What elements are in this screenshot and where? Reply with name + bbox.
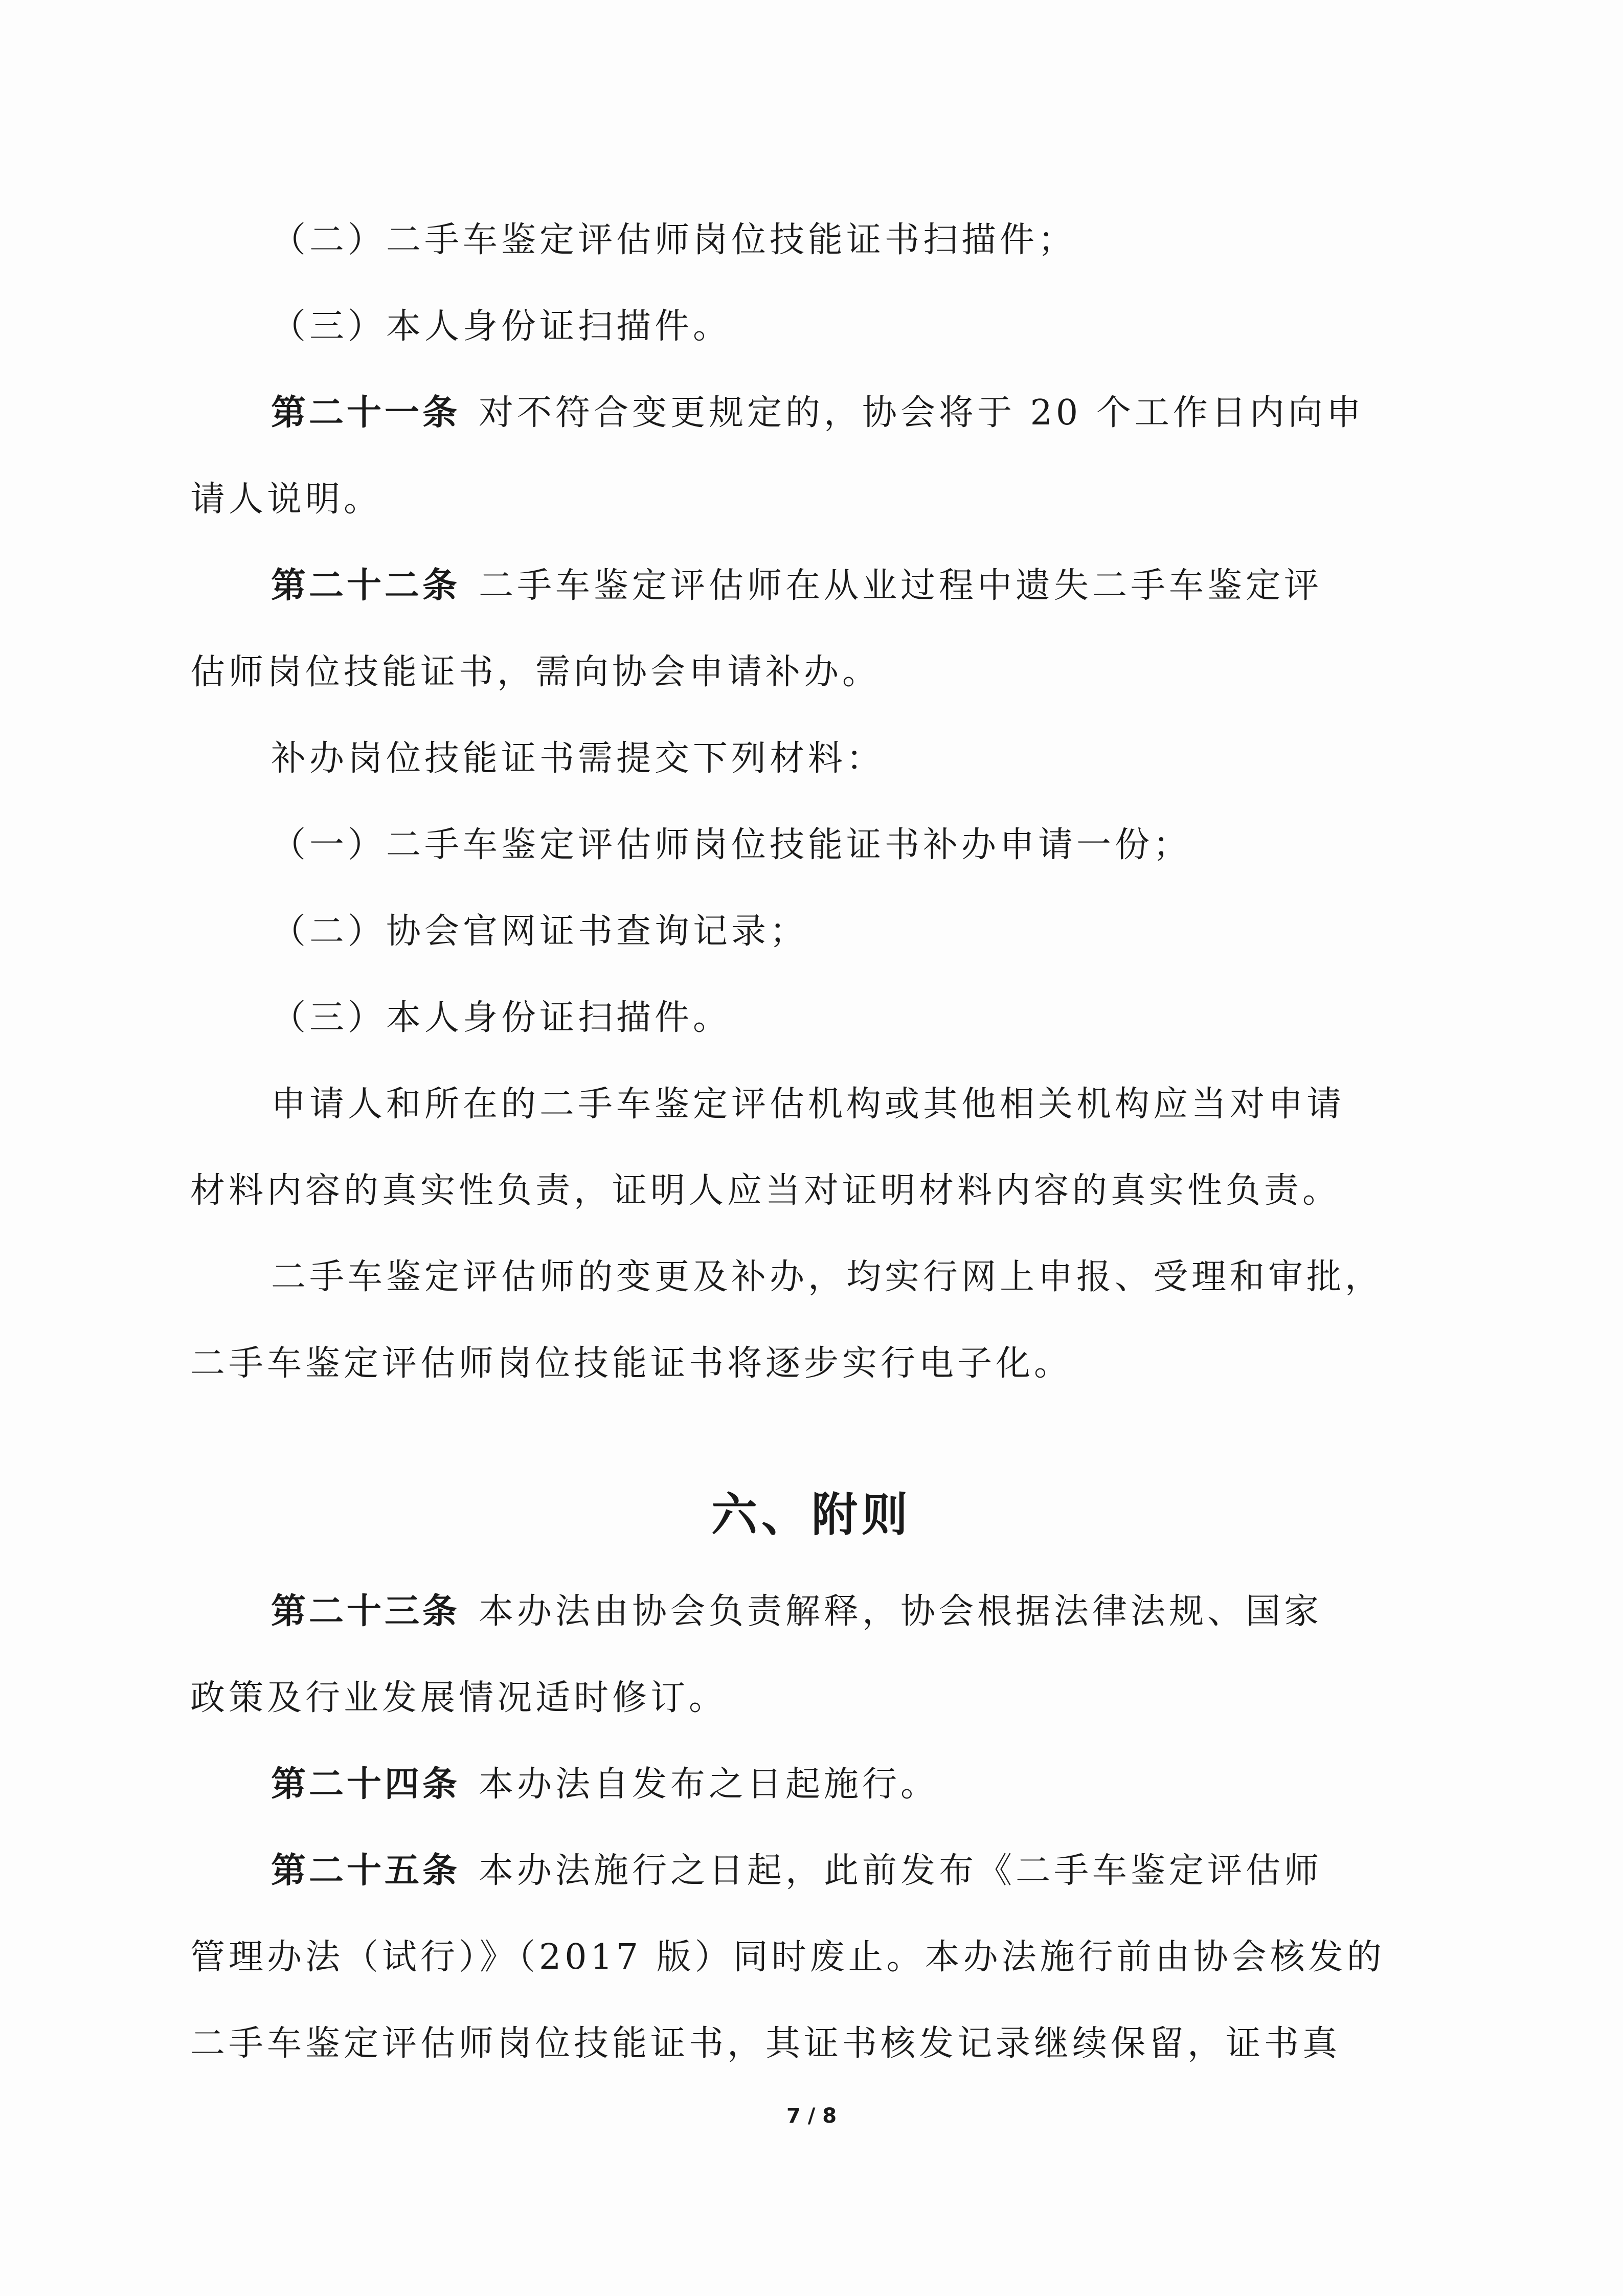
line-text: 政策及行业发展情况适时修订。 xyxy=(190,1678,728,1718)
line-text: 材料内容的真实性负责，证明人应当对证明材料内容的真实性负责。 xyxy=(190,1170,1341,1211)
line-text: 二手车鉴定评估师在从业过程中遗失二手车鉴定评 xyxy=(479,566,1323,606)
line-text: （三）本人身份证扫描件。 xyxy=(271,998,732,1038)
line-text: 二手车鉴定评估师岗位技能证书，其证书核发记录继续保留，证书真 xyxy=(190,2023,1341,2064)
line-text: 估师岗位技能证书，需向协会申请补办。 xyxy=(190,652,881,692)
line-text: （二）二手车鉴定评估师岗位技能证书扫描件； xyxy=(271,220,1077,260)
article-number: 第二十五条 xyxy=(271,1851,461,1891)
paragraph-line xyxy=(190,1678,728,1718)
line-text: 本办法施行之日起，此前发布《二手车鉴定评估师 xyxy=(479,1851,1323,1891)
paragraph-line xyxy=(190,479,382,520)
line-text: 本办法由协会负责解释，协会根据法律法规、国家 xyxy=(479,1591,1323,1632)
paragraph-line xyxy=(190,1170,1341,1211)
paragraph-line xyxy=(271,1084,1345,1124)
paragraph-line xyxy=(190,2023,1341,2064)
article-paragraph xyxy=(271,1591,1323,1632)
article-paragraph xyxy=(271,1851,1323,1891)
list-item xyxy=(271,911,808,952)
paragraph-line xyxy=(190,1937,1385,1977)
article-paragraph xyxy=(271,566,1323,606)
list-item xyxy=(271,825,1192,865)
paragraph-line xyxy=(271,738,885,779)
section-title: 六、附则 xyxy=(711,1488,912,1542)
paragraph-line xyxy=(271,1257,1384,1297)
article-number: 第二十三条 xyxy=(271,1591,461,1632)
line-text: 请人说明。 xyxy=(190,479,382,520)
page-number: 7 / 8 xyxy=(786,2104,837,2128)
article-paragraph xyxy=(271,1764,939,1805)
article-number: 第二十二条 xyxy=(271,566,461,606)
paragraph-line xyxy=(190,652,881,692)
article-paragraph xyxy=(271,393,1365,433)
line-text: 补办岗位技能证书需提交下列材料： xyxy=(271,738,885,779)
list-item xyxy=(271,306,732,347)
article-number: 第二十一条 xyxy=(271,393,461,433)
line-text: （二）协会官网证书查询记录； xyxy=(271,911,808,952)
line-text: （一）二手车鉴定评估师岗位技能证书补办申请一份； xyxy=(271,825,1192,865)
line-text: 对不符合变更规定的，协会将于 20 个工作日内向申 xyxy=(479,393,1365,433)
line-text: 二手车鉴定评估师岗位技能证书将逐步实行电子化。 xyxy=(190,1343,1073,1384)
line-text: 二手车鉴定评估师的变更及补办，均实行网上申报、受理和审批， xyxy=(271,1257,1384,1297)
list-item xyxy=(271,998,732,1038)
line-text: 管理办法（试行）》（2017 版）同时废止。本办法施行前由协会核发的 xyxy=(190,1937,1385,1977)
line-text: （三）本人身份证扫描件。 xyxy=(271,306,732,347)
paragraph-line xyxy=(190,1343,1073,1384)
line-text: 申请人和所在的二手车鉴定评估机构或其他相关机构应当对申请 xyxy=(271,1084,1345,1124)
list-item xyxy=(271,220,1077,260)
article-number: 第二十四条 xyxy=(271,1764,461,1805)
line-text: 本办法自发布之日起施行。 xyxy=(479,1764,939,1805)
